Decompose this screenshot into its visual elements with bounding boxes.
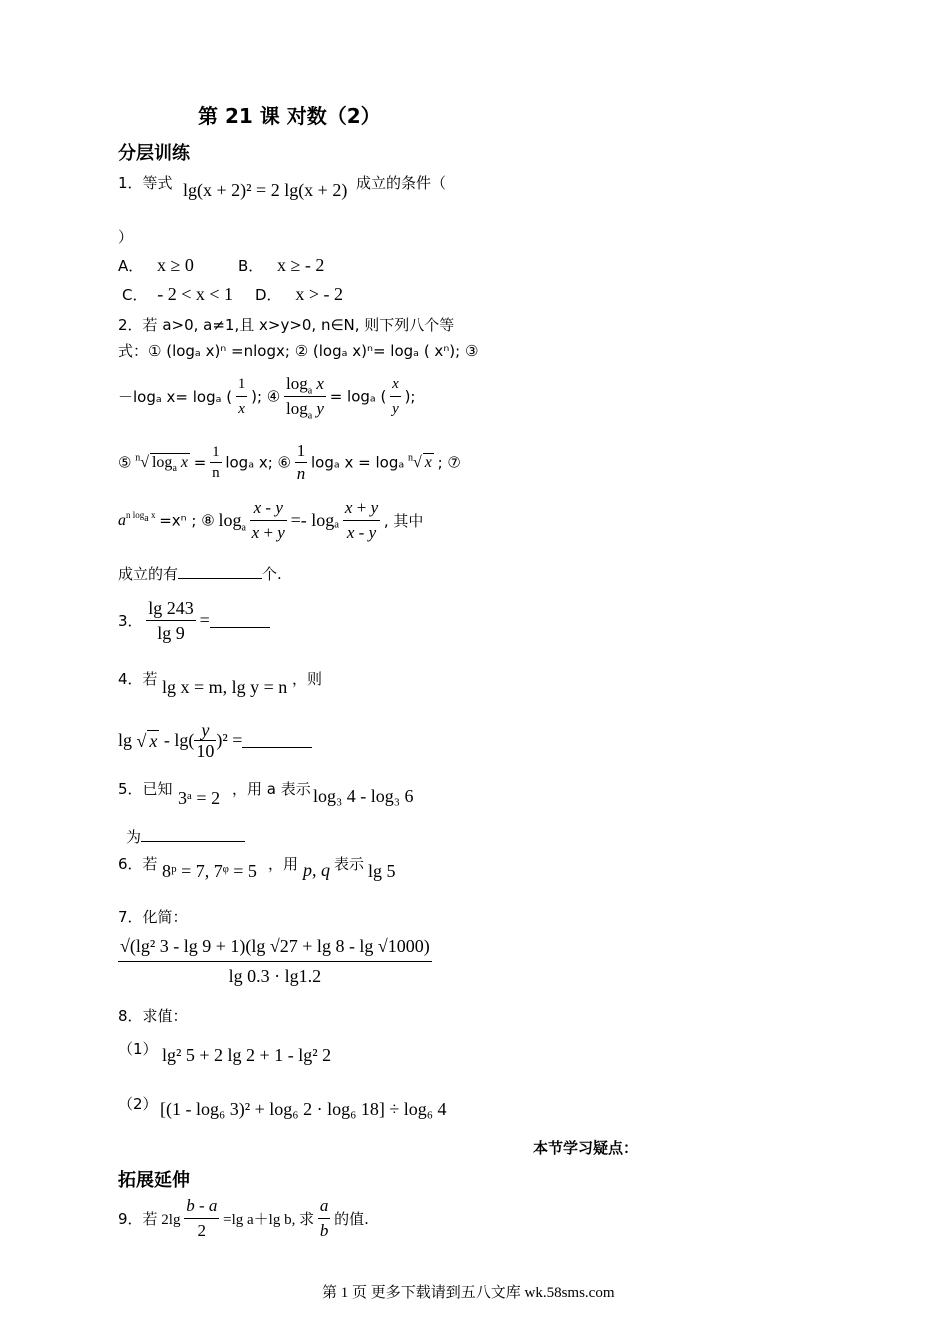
q2-nth-root-x: $^n$√ x	[407, 452, 432, 471]
q8-part2-label: （2）	[118, 1095, 158, 1113]
q9-tail: 的值.	[334, 1210, 369, 1228]
q4-line2-part-a: lg	[118, 730, 133, 750]
q4-tail: ，则	[292, 670, 323, 688]
q2-line4	[118, 440, 461, 490]
q2-line5-part-b: =- logₐ	[290, 510, 340, 530]
q4-answer-blank[interactable]	[242, 733, 312, 748]
q1-option-d	[255, 284, 343, 305]
q5-line2-text: 为	[126, 828, 142, 846]
q5-lead: 已知	[142, 780, 173, 798]
q6-given: 8ᵖ = 7, 7ᵠ = 5	[162, 861, 257, 881]
q1-lead: 等式	[142, 174, 173, 192]
q1-option-d-text: x > - 2	[295, 284, 343, 304]
q2-number: 2．	[118, 316, 143, 334]
q2-answer-lead: 成立的有	[118, 565, 179, 583]
q1-option-c-label: C．	[122, 286, 148, 304]
q1-option-a-label: A．	[118, 257, 144, 275]
q5-answer-blank[interactable]	[141, 827, 245, 842]
q5-given: 3ᵃ = 2	[178, 788, 221, 808]
q1-equation: lg(x + 2)² = 2 lg(x + 2)	[183, 180, 348, 200]
q7-fraction	[118, 936, 432, 987]
q2-line4-part-e: ; ⑦	[437, 453, 461, 472]
q2-fraction-sum-over-diff: $\frac{x + y}{x - y}$	[344, 498, 379, 542]
q1-tail: 成立的条件（	[356, 174, 447, 192]
q1-option-c	[122, 284, 233, 305]
q4-number: 4．	[118, 670, 143, 688]
section-heading-training: 分层训练	[118, 143, 190, 164]
q9-numerator2: a	[319, 1196, 329, 1215]
q2-fraction-diff-over-sum: $\frac{x - y}{x + y}$	[251, 498, 285, 542]
q9-line	[118, 1194, 369, 1246]
q1-option-a	[118, 255, 194, 276]
q8-line	[118, 1005, 188, 1026]
q2-answer-blank[interactable]	[178, 564, 262, 579]
q1-option-c-text: - 2 < x < 1	[157, 284, 234, 304]
q2-nth-root-log: $^n$√ $\log_a x$	[135, 452, 188, 475]
q2-line1	[118, 314, 454, 335]
q2-line4-part-c: logₐ x; ⑥	[225, 453, 291, 472]
q8-part2-expression: [(1 - log₆ 3)² + log₆ 2 · log₆ 18] ÷ log₆ 4	[160, 1099, 447, 1119]
q2-fraction-x-over-y: $\frac{x}{y}$	[390, 372, 401, 421]
q7-lead: 化简：	[142, 908, 188, 926]
q2-answer-line	[118, 563, 282, 584]
q1-option-d-label: D．	[255, 286, 282, 304]
q4-fraction-y-over-10: $\frac{y}{10}$	[196, 720, 215, 761]
q2-line4-part-a: ⑤	[118, 453, 132, 472]
q9-lead: 若 2lg	[142, 1212, 181, 1228]
q2-line3-part-b: ); ④	[251, 387, 281, 406]
q8-number: 8．	[118, 1007, 143, 1025]
q6-target: lg 5	[368, 861, 396, 881]
q3-equals: =	[199, 610, 210, 630]
q4-line2-part-c: )² =	[216, 730, 243, 750]
q2-fraction-1-over-x: $\frac{1}{x}$	[236, 372, 248, 421]
q2-line4-part-d: logₐ x = logₐ	[310, 453, 405, 472]
q2-line2: 式：① (logₐ x)ⁿ =nlogx; ② (logₐ x)ⁿ= logₐ ( xⁿ); ③	[118, 342, 479, 360]
q4-line2	[118, 720, 312, 770]
q2-text-line1: 若 a>0, a≠1,且 x>y>0, n∈N, 则下列八个等	[142, 316, 455, 334]
q3-numerator: lg 243	[146, 596, 196, 621]
q2-exp-expression: $a^{n log_a x}$	[118, 510, 156, 529]
q4-given: lg x = m, lg y = n	[162, 677, 288, 697]
page-title: 第 21 课 对数（2）	[198, 104, 381, 128]
q1-close-paren: ）	[118, 228, 134, 246]
q2-line3	[118, 372, 415, 424]
q9-denominator: 2	[197, 1221, 207, 1240]
q2-fraction-log-ratio: $\frac{\log_a x}{\log_a y}$	[285, 374, 324, 422]
q9-fraction-a-over-b	[318, 1194, 331, 1243]
q3-denominator: lg 9	[157, 623, 185, 643]
q9-fraction-diff-over-2	[184, 1194, 219, 1243]
q9-number: 9．	[118, 1210, 143, 1228]
q7-numerator: √(lg² 3 - lg 9 + 1)(lg √27 + lg 8 - lg √1000)	[118, 936, 432, 962]
q7-line	[118, 906, 188, 927]
q9-denominator2: b	[319, 1221, 329, 1240]
doubt-note: 本节学习疑点：	[533, 1139, 639, 1157]
q1-number: 1．	[118, 174, 143, 192]
q1-line	[118, 172, 173, 193]
q4-sqrt-x: √ x	[136, 730, 158, 751]
section-heading-extension: 拓展延伸	[118, 1170, 190, 1191]
q2-line5-part-a: =xⁿ ; ⑧	[159, 511, 215, 530]
page-footer: 第 1 页 更多下载请到五八文库 wk.58sms.com	[322, 1285, 615, 1301]
q2-line3-part-a: －logₐ x= logₐ (	[118, 388, 233, 406]
q2-log-label: $\log_a$	[218, 510, 246, 534]
q6-number: 6．	[118, 855, 143, 873]
q6-tail: 表示	[334, 855, 365, 873]
q1-option-b-label: B．	[238, 257, 264, 275]
q8-part1-label: （1）	[118, 1040, 158, 1058]
q6-vars: p, q	[303, 860, 330, 880]
q7-number: 7．	[118, 908, 143, 926]
q8-lead: 求值：	[142, 1007, 188, 1025]
q2-line5-part-c: , 其中	[383, 512, 424, 530]
q2-line3-part-d: );	[404, 387, 416, 406]
q1-option-b	[238, 255, 324, 276]
q4-line1	[118, 668, 158, 689]
q6-line	[118, 853, 158, 874]
q3-number: 3．	[118, 612, 143, 630]
q5-mid: ，用 a 表示	[232, 780, 311, 798]
q3-fraction	[146, 596, 196, 645]
q2-fraction-1-over-n-italic: $\frac{1}{n}$	[296, 441, 306, 483]
q9-mid: =lg a＋lg b, 求	[223, 1212, 315, 1228]
q6-lead: 若	[142, 855, 158, 873]
q8-part1-expression: lg² 5 + 2 lg 2 + 1 - lg² 2	[162, 1045, 332, 1065]
q2-line4-part-b: =	[193, 453, 207, 472]
q5-line1	[118, 778, 173, 799]
q2-line3-part-c: = logₐ (	[329, 387, 387, 406]
q5-line2	[126, 826, 245, 847]
q7-denominator: lg 0.3 · lg1.2	[228, 966, 322, 986]
q5-number: 5．	[118, 780, 143, 798]
q9-numerator: b - a	[186, 1196, 218, 1215]
q6-mid: ，用	[268, 855, 299, 873]
q3-line	[118, 596, 270, 648]
q3-answer-blank[interactable]	[210, 613, 270, 628]
q4-lead: 若	[142, 670, 158, 688]
q5-target: log₃ 4 - log₃ 6	[313, 786, 414, 806]
q2-answer-tail: 个.	[262, 565, 282, 583]
q1-option-b-text: x ≥ - 2	[277, 255, 325, 275]
q2-fraction-1-over-n: $\frac{1}{n}$	[212, 444, 220, 481]
q2-line5	[118, 496, 423, 548]
q1-option-a-text: x ≥ 0	[157, 255, 194, 275]
q4-line2-part-b: - lg(	[163, 730, 195, 750]
